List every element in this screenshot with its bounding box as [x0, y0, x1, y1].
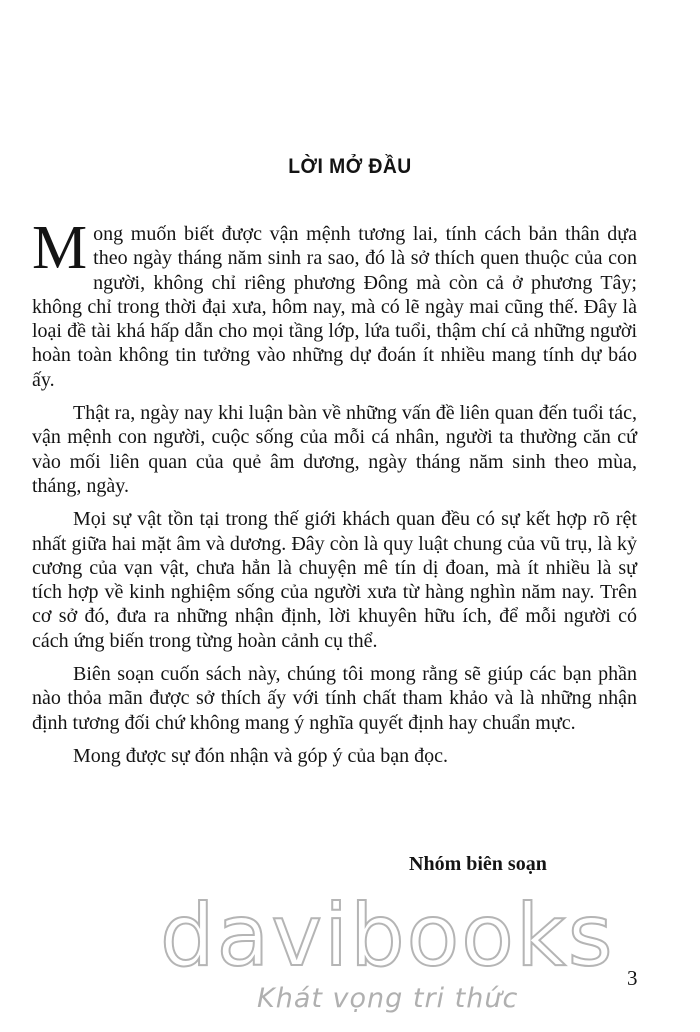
page-number: 3: [627, 966, 638, 990]
paragraph-3: Mọi sự vật tồn tại trong thế giới khách quan đều có sự kết hợp rõ rệt nhất giữa hai mặt âm và dương. Đây còn là quy luật chung của vũ trụ, là kỷ cương của vạn vật, chưa hẳn là chuyện mê tín dị đoan, mà ít nhiều là sự tích hợp về kinh nghiệm sống của người xưa từ hàng nghìn năm nay. Trên cơ sở đó, đưa ra những nhận định, lời khuyên hữu ích, để mỗi người có cách ứng biến trong từng hoàn cảnh cụ thể.: [32, 508, 637, 652]
watermark-tagline: Khát vọng tri thức: [257, 983, 519, 1014]
paragraph-2: Thật ra, ngày nay khi luận bàn về những vấn đề liên quan đến tuổi tác, vận mệnh con người, cuộc sống của mỗi cá nhân, người ta thường căn cứ vào mối liên quan của quẻ âm dương, ngày tháng năm sinh theo mùa, tháng, ngày.: [32, 402, 637, 497]
signature: Nhóm biên soạn: [409, 853, 547, 875]
page-title: LỜI MỞ ĐẦU: [288, 155, 412, 178]
paragraph-1: [32, 214, 637, 392]
preface-body: [32, 214, 637, 777]
paragraph-5: Mong được sự đón nhận và góp ý của bạn đọc.: [73, 744, 448, 767]
paragraph-1-text: ong muốn biết được vận mệnh tương lai, tính cách bản thân dựa theo ngày tháng năm sinh ra sao, đó là sở thích quen thuộc của con người, không chỉ riêng phương Đông mà còn cả ở phương Tây; không chỉ trong thời đại xưa, hôm nay, mà có lẽ ngày mai cũng thế. Đây là loại đề tài khá hấp dẫn cho mọi tầng lớp, lứa tuổi, thậm chí cả những người hoàn toàn không tin tưởng vào những dự đoán ít nhiều mang tính dự báo ấy.: [32, 223, 637, 391]
watermark-brand: davibooks: [160, 886, 615, 986]
paragraph-4: Biên soạn cuốn sách này, chúng tôi mong rằng sẽ giúp các bạn phần nào thỏa mãn được sở thích ấy với tính chất tham khảo và là những nhận định tương đối chứ không mang ý nghĩa quyết định hay chuẩn mực.: [32, 663, 637, 734]
drop-cap: M: [32, 214, 88, 282]
